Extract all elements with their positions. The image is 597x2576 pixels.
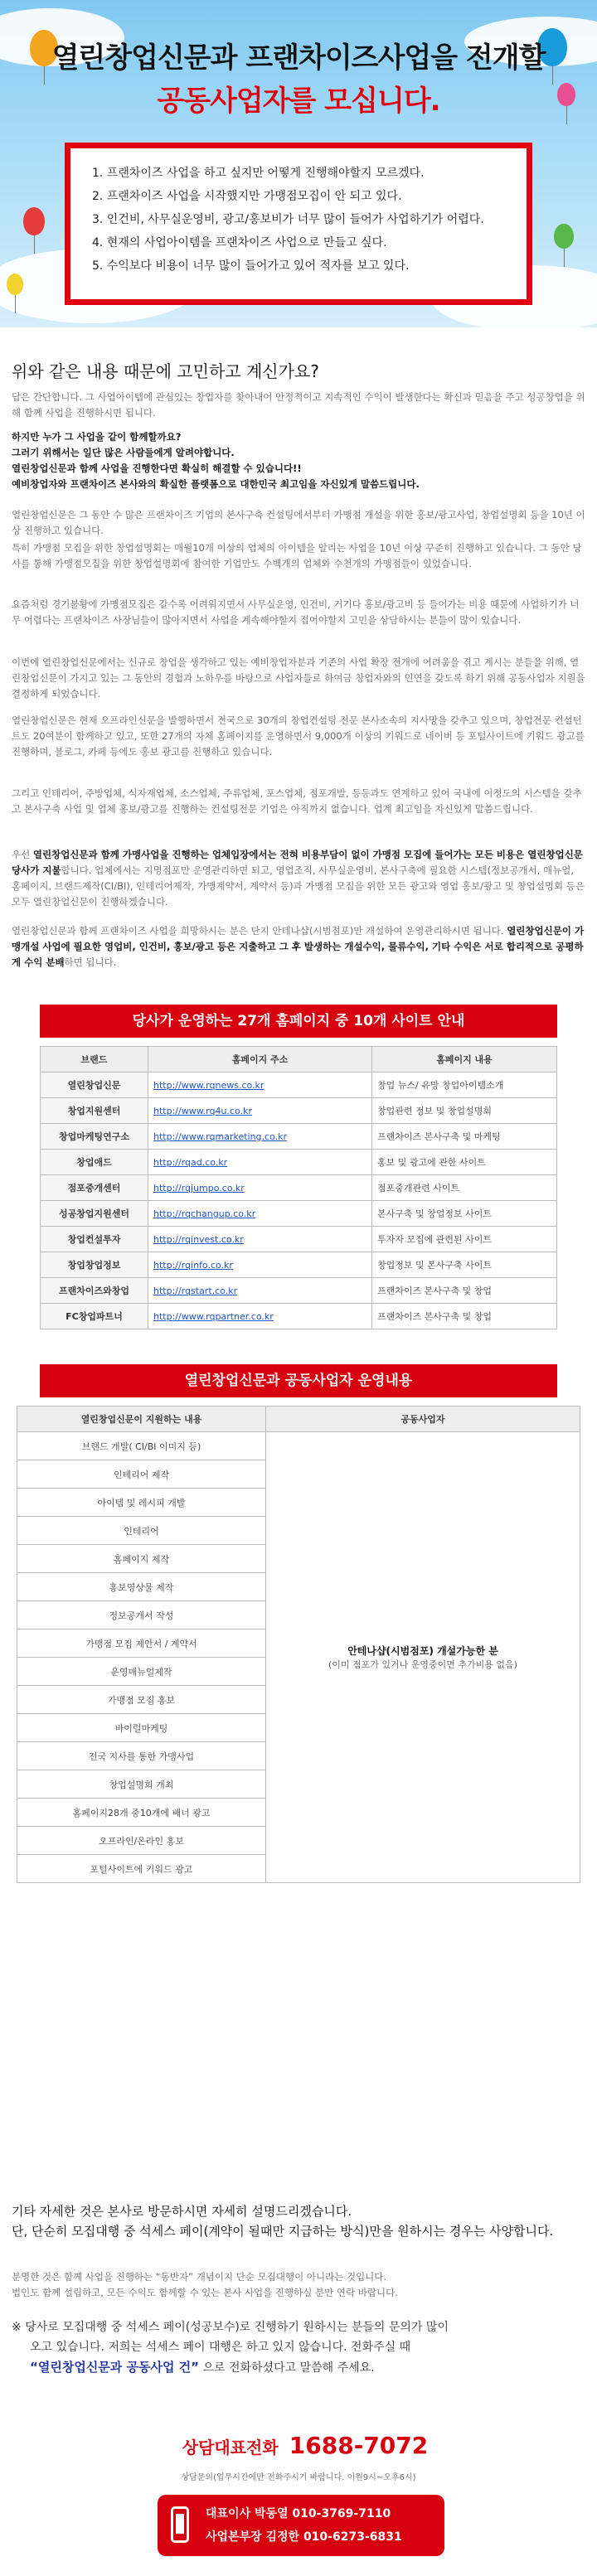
hero-subtitle: 공동사업자를 모십니다.: [157, 85, 440, 118]
contact-label: 상담대표전화: [182, 2438, 279, 2457]
content-cell: 창업 뉴스/ 유망 창업아이템소개: [372, 1073, 557, 1098]
support-item: 가맹점 모집 제안서 / 계약서: [17, 1629, 266, 1658]
hero-title: 열린창업신문과 프랜차이즈사업을 전개할: [51, 41, 546, 75]
list-item: 1. 프랜차이즈 사업을 하고 싶지만 어떻게 진행해야할지 모르겠다.: [92, 167, 425, 180]
partner-requirement: 안테나샵(시범점포) 개설가능한 분: [347, 1645, 498, 1657]
operation-band: 열린창업신문과 공동사업자 운영내용: [40, 1364, 557, 1397]
table-row: [41, 1252, 557, 1278]
support-item: 전국 지사를 통한 가맹사업: [17, 1742, 266, 1770]
intro-paragraph: 열린창업신문은 그 동안 수 많은 프랜차이즈 기업의 본사구축 컨설팅에서부터 가맹점 개설을 위한 홍보/광고사업, 창업설명회 등을 10년 이상 진행하고 있습니다.: [12, 509, 585, 536]
table-row: [41, 1150, 557, 1175]
contact-box: [158, 2495, 444, 2556]
content-cell: 프랜차이즈 본사구축 및 창업: [372, 1304, 557, 1329]
support-item: 포털사이트에 키워드 광고: [17, 1855, 266, 1883]
list-item: 2. 프랜차이즈 사업을 시작했지만 가맹점모집이 안 되고 있다.: [92, 190, 402, 203]
balloon-icon: [7, 274, 23, 295]
intro-paragraph: 답은 간단합니다. 그 사업아이템에 관심있는 창업자를 찾아내어 안정적이고 지속적인 수익이 발생한다는 확신과 믿음을 주고 성공창업을 위해 함께 사업을 진행하시면 됩니다.: [12, 391, 585, 419]
support-item: 가맹점 모집 홍보: [17, 1686, 266, 1714]
brand-cell: 창업지원센터: [41, 1098, 148, 1124]
brand-cell: 프랜차이즈와창업: [41, 1278, 148, 1304]
site-link[interactable]: http://www.rqpartner.co.kr: [148, 1304, 372, 1329]
contact-hours: 상담문의(업무시간에만 전화주시기 바랍니다. 이원9시~오후6시): [181, 2473, 416, 2482]
support-item: 아이템 및 레시피 개발: [17, 1489, 266, 1517]
intro-paragraph: 요즘처럼 경기불황에 가맹점모집은 갈수록 어려워지면서 사무실운영, 인건비, 거기다 홍보/광고비 등 들어가는 비용 때문에 사업하기가 너무 어렵다는 프랜차이즈 사장님들이 많아지면서 사업을 계속해야할지 접어야할지 고민을 상담하시는 분들이 많이 있습니다.: [12, 598, 580, 626]
manager-contact: 사업본부장 김정한 010-6273-6831: [206, 2530, 402, 2544]
closing-main: 기타 자세한 것은 본사로 방문하시면 자세히 설명드리겠습니다. 단, 단순히 모집대행 중 석세스 페이(계약이 될때만 지급하는 방식)만을 원하시는 경우는 사양합니다.: [12, 2204, 554, 2239]
balloon-icon: [554, 224, 574, 249]
content-cell: 홍보 및 광고에 관한 사이트: [372, 1150, 557, 1175]
content-cell: 점포중개관련 사이트: [372, 1175, 557, 1201]
site-link[interactable]: http://rqad.co.kr: [148, 1150, 372, 1175]
brand-cell: 창업창업정보: [41, 1252, 148, 1278]
brand-cell: 점포중개센터: [41, 1175, 148, 1201]
operation-table: [17, 1406, 580, 1883]
support-item: 정보공개서 작성: [17, 1601, 266, 1629]
content-cell: 창업정보 및 본사구축 사이트: [372, 1252, 557, 1278]
sites-band: 당사가 운영하는 27개 홈페이지 중 10개 사이트 안내: [40, 1005, 557, 1038]
partner-cell: [266, 1432, 580, 1883]
support-item: 바이럴마케팅: [17, 1714, 266, 1742]
brand-cell: 창업마케팅연구소: [41, 1124, 148, 1150]
balloon-icon: [23, 207, 45, 235]
support-item: 운영매뉴얼제작: [17, 1658, 266, 1686]
hero-banner: [0, 0, 597, 327]
intro-paragraph: 열린창업신문은 현재 오프라인신문을 발행하면서 전국으로 30개의 창업컨설팅 전문 본사소속의 지사망을 갖추고 있으며, 창업전문 컨설턴트도 20여분이 함께하고 있고, 또한 27개의 자체 홈페이지를 운영하면서 9,000개 이상의 키워드로 네이버 등 포털사이트에 키워드 광고를 진행하며, 블로그, 카페 등에도 홍보 광고를 진행하고 있습니다.: [12, 714, 585, 758]
support-item: 인테리어 제작: [17, 1460, 266, 1489]
table-row: [41, 1124, 557, 1150]
site-link[interactable]: http://rqjumpo.co.kr: [148, 1175, 372, 1201]
intro-paragraph: 열린창업신문과 함께 프랜차이즈 사업을 희망하시는 분은 단지 안테나샵(시범점포)만 개설하여 운영관리하시면 됩니다. 열린창업신문이 가맹개설 사업에 필요한 영업비, 인건비, 홍보/광고 등은 지출하고 그 후 발생하는 개설수익, 물류수익, 기타 수익은 서로 합리적으로 공평하게 수익 분배하면 됩니다.: [12, 925, 585, 968]
table-row: [41, 1098, 557, 1124]
site-link[interactable]: http://www.rqnews.co.kr: [148, 1073, 372, 1098]
table-row: [41, 1278, 557, 1304]
contact-number[interactable]: 1688-7072: [289, 2432, 429, 2459]
intro-paragraph: 특히 가맹점 모집을 위한 창업설명회는 매월10개 이상의 업체의 아이템을 알리는 사업을 10년 이상 꾸준히 진행하고 있습니다. 그 동안 당사를 통해 가맹점모집을 위한 창업설명회에 참여한 기업만도 수백개의 업체와 수천개의 가맹점들이 있었습니다.: [12, 542, 582, 569]
site-link[interactable]: http://rqstart.co.kr: [148, 1278, 372, 1304]
support-item: 홈페이지28개 중10개에 배너 광고: [17, 1799, 266, 1827]
intro-bold-block: 하지만 누가 그 사업을 같이 함께할까요? 그러기 위해서는 일단 많은 사람들에게 알려야합니다. 열린창업신문과 함께 사업을 진행한다면 확실히 해결할 수 있습니다!! 예비창업자와 프랜차이즈 본사와의 확실한 플랫폼으로 대한민국 최고임을 자신있게 말씀드립니다.: [12, 431, 420, 490]
support-item: 브랜드 개발( CI/BI 이미지 등): [17, 1432, 266, 1460]
content-cell: 투자자 모집에 관련된 사이트: [372, 1227, 557, 1252]
table-row: [17, 1432, 580, 1460]
closing-note: 분명한 것은 함께 사업을 진행하는 “동반자” 개념이지 단순 모집대행이 아니라는 것입니다. 법인도 함께 설립하고, 모든 수익도 함께할 수 있는 본사 사업을 진행하실 분만 연락 바랍니다.: [12, 2271, 398, 2298]
support-item: 오프라인/온라인 홍보: [17, 1827, 266, 1855]
site-link[interactable]: http://rqinvest.co.kr: [148, 1227, 372, 1252]
intro-question: 위와 같은 내용 때문에 고민하고 계신가요?: [12, 361, 319, 381]
support-item: 홍보영상물 제작: [17, 1573, 266, 1601]
table-row: [41, 1227, 557, 1252]
table-row: [41, 1201, 557, 1227]
sites-table: [40, 1046, 557, 1329]
support-item: 창업설명회 개최: [17, 1770, 266, 1799]
list-item: 5. 수익보다 비용이 너무 많이 들어가고 있어 적자를 보고 있다.: [92, 259, 410, 273]
intro-paragraph: 그리고 인테리어, 주방업체, 식자재업체, 소스업체, 주류업체, 포스업체, 점포개발, 등등과도 연계하고 있어 국내에 이정도의 시스템을 갖추고 본사구축 사업 및 업체 홍보/광고를 진행하는 컨설팅전문 기업은 아직까지 없습니다. 업계 최고임을 자신있게 말씀드립니다.: [12, 787, 582, 815]
list-item: 4. 현재의 사업아이템을 프랜차이즈 사업으로 만들고 싶다.: [92, 236, 387, 249]
table-row: [41, 1175, 557, 1201]
column-header: 브랜드: [41, 1047, 148, 1073]
support-item: 홈페이지 제작: [17, 1545, 266, 1573]
closing-ps: ※ 당사로 모집대행 중 석세스 페이(성공보수)로 진행하기 원하시는 분들의 문의가 많이 오고 있습니다. 저희는 석세스 페이 대행은 하고 있지 않습니다. 전화주실 때 “열린창업신문과 공동사업 건” 으로 전화하셨다고 말씀해 주세요.: [12, 2321, 449, 2375]
site-link[interactable]: http://rqinfo.co.kr: [148, 1252, 372, 1278]
column-header: 홈페이지 주소: [148, 1047, 372, 1073]
contact-header: [156, 2432, 454, 2459]
brand-cell: FC창업파트너: [41, 1304, 148, 1329]
content-cell: 프랜차이즈 본사구축 및 마케팅: [372, 1124, 557, 1150]
content-cell: 창업관련 정보 및 창업설명회: [372, 1098, 557, 1124]
column-header: 열린창업신문이 지원하는 내용: [17, 1407, 266, 1432]
intro-paragraph: 이번에 열린창업신문에서는 신규로 창업을 생각하고 있는 예비창업자분과 기존의 사업 확장 전개에 어려움을 겪고 계시는 분들을 위해, 열린창업신문이 가지고 있는 그 동안의 경험과 노하우를 바탕으로 사업자들로 하여금 창업자와의 인연을 갖도록 하기 위해 공동사업자 지원을 결정하게 되었습니다.: [12, 656, 585, 700]
ceo-contact: 대표이사 박동열 010-3769-7110: [206, 2507, 391, 2520]
brand-cell: 성공창업지원센터: [41, 1201, 148, 1227]
site-link[interactable]: http://rqchangup.co.kr: [148, 1201, 372, 1227]
partner-note: (이미 점포가 있거나 운영중이면 추가비용 없음): [328, 1659, 517, 1670]
content-cell: 본사구축 및 창업정보 사이트: [372, 1201, 557, 1227]
concern-list: [65, 143, 532, 305]
column-header: 홈페이지 내용: [372, 1047, 557, 1073]
list-item: 3. 인건비, 사무실운영비, 광고/홍보비가 너무 많이 들어가 사업하기가 어렵다.: [92, 213, 484, 226]
intro-paragraph: 우선 열린창업신문과 함께 가맹사업을 진행하는 업체입장에서는 전혀 비용부담이 없이 가맹점 모집에 들어가는 모든 비용은 열린창업신문 당사가 지불합니다. 업체에서는 지명점포만 운영관리하면 되고, 영업조직, 사무실운영비, 본사구축에 필요한 시스템(정보공개서, 매뉴얼, 홈페이지, 브랜드제작(CI/BI), 인테리어제작, 가맹계약서, 계약서 등)과 가맹점 모집을 위한 모든 광고와 영업 홍보/광고 및 창업설명회 등은 모두 열린창업신문이 진행하겠습니다.: [12, 849, 585, 908]
brand-cell: 열린창업신문: [41, 1073, 148, 1098]
brand-cell: 창업애드: [41, 1150, 148, 1175]
mobile-phone-icon: [171, 2506, 189, 2543]
content-cell: 프랜차이즈 본사구축 및 창업: [372, 1278, 557, 1304]
column-header: 공동사업자: [266, 1407, 580, 1432]
support-item: 인테리어: [17, 1517, 266, 1545]
site-link[interactable]: http://www.rqmarketing.co.kr: [148, 1124, 372, 1150]
brand-cell: 창업컨설투자: [41, 1227, 148, 1252]
table-row: [41, 1304, 557, 1329]
table-row: [41, 1073, 557, 1098]
site-link[interactable]: http://www.rq4u.co.kr: [148, 1098, 372, 1124]
